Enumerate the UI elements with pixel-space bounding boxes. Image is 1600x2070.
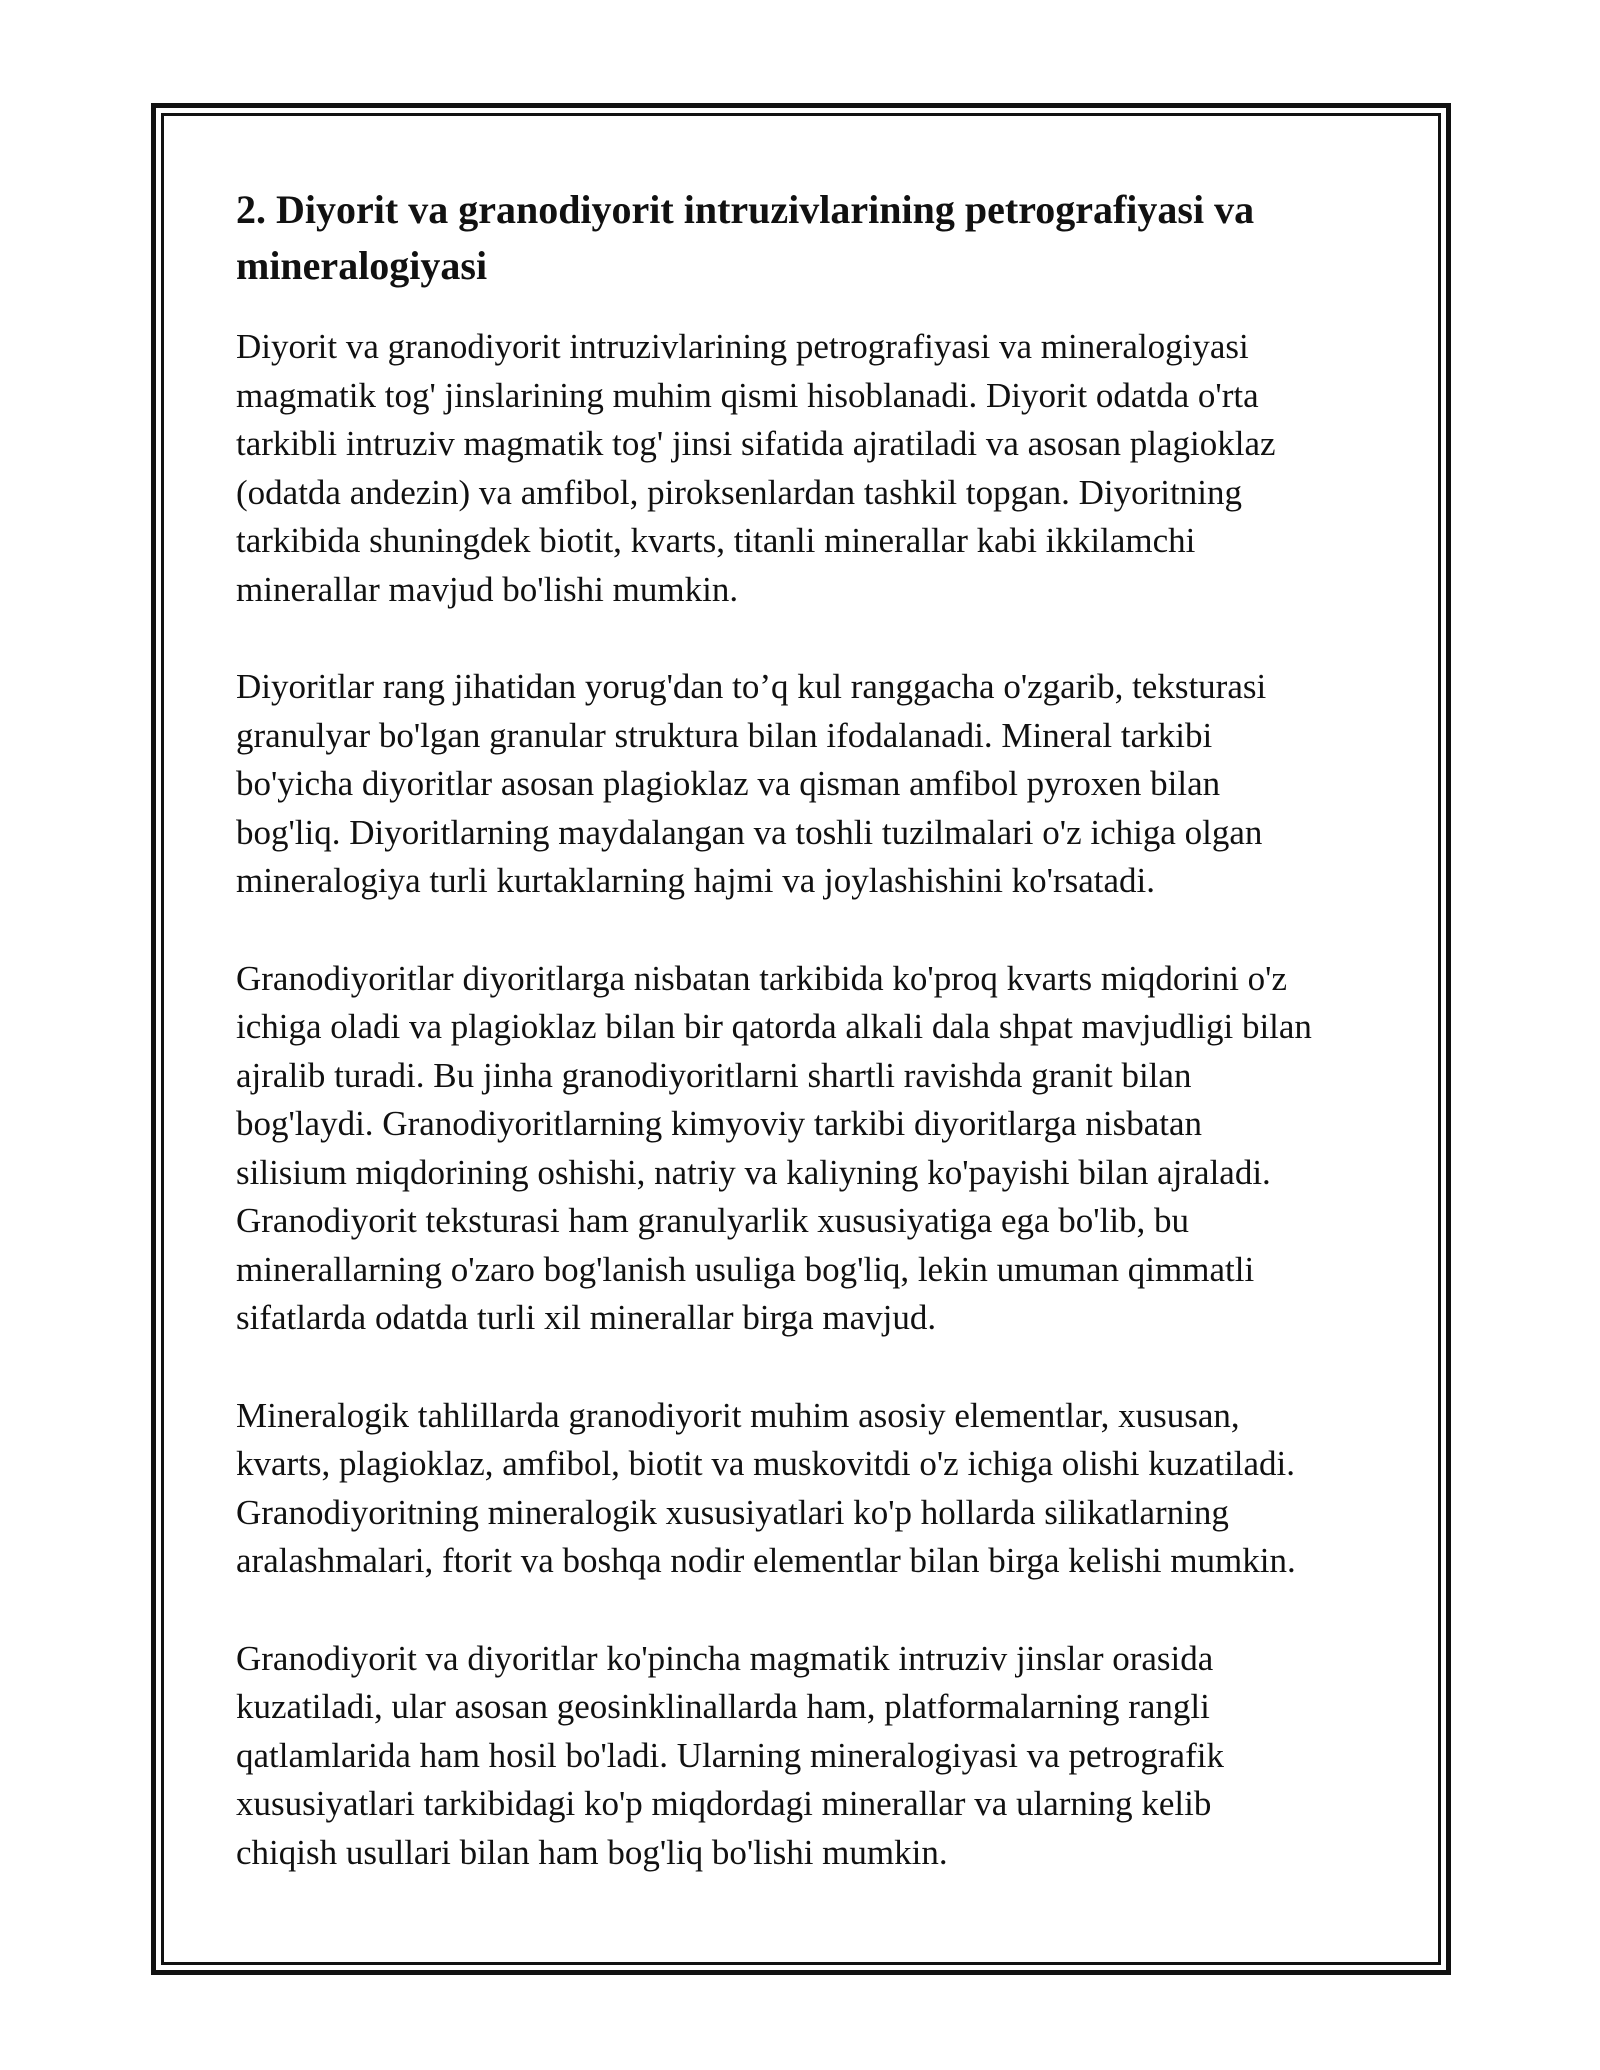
- text-line: minerallar mavjud bo'lishi mumkin.: [236, 569, 739, 609]
- paragraph-1: [236, 323, 1376, 614]
- section-heading: [236, 182, 1376, 294]
- text-line: bog'laydi. Granodiyoritlarning kimyoviy tarkibi diyoritlarga nisbatan: [236, 1104, 1203, 1143]
- text-line: ajralib turadi. Bu jinha granodiyoritlarni shartli ravishda granit bilan: [236, 1055, 1192, 1095]
- text-line: bog'liq. Diyoritlarning maydalangan va toshli tuzilmalari o'z ichiga olgan: [236, 812, 1263, 852]
- text-line: Granodiyoritning mineralogik xususiyatlari ko'p hollarda silikatlarning: [236, 1492, 1229, 1532]
- text-line: magmatik tog' jinslarining muhim qismi hisoblanadi. Diyorit odatda o'rta: [236, 375, 1259, 415]
- heading-line: 2. Diyorit va granodiyorit intruzivlarining petrografiyasi va: [236, 187, 1255, 232]
- text-line: silisium miqdorining oshishi, natriy va kaliyning ko'payishi bilan ajraladi.: [236, 1152, 1271, 1192]
- text-line: tarkibida shuningdek biotit, kvarts, titanli minerallar kabi ikkilamchi: [236, 521, 1196, 560]
- text-line: Granodiyorit va diyoritlar ko'pincha magmatik intruziv jinslar orasida: [236, 1638, 1214, 1678]
- paragraph-3: [236, 955, 1376, 1343]
- paragraph-2: [236, 663, 1376, 906]
- text-line: ichiga oladi va plagioklaz bilan bir qatorda alkali dala shpat mavjudligi bilan: [236, 1007, 1312, 1046]
- text-line: Diyorit va granodiyorit intruzivlarining petrografiyasi va mineralogiyasi: [236, 327, 1249, 366]
- text-line: xususiyatlari tarkibidagi ko'p miqdordagi minerallar va ularning kelib: [236, 1784, 1212, 1823]
- heading-line: mineralogiyasi: [236, 243, 488, 288]
- document-body: [236, 182, 1376, 1926]
- text-line: Granodiyorit teksturasi ham granulyarlik xususiyatiga ega bo'lib, bu: [236, 1201, 1190, 1240]
- text-line: aralashmalari, ftorit va boshqa nodir elementlar bilan birga kelishi mumkin.: [236, 1541, 1296, 1580]
- text-line: tarkibli intruziv magmatik tog' jinsi sifatida ajratiladi va asosan plagioklaz: [236, 424, 1276, 463]
- paragraph-4: [236, 1392, 1376, 1586]
- text-line: Mineralogik tahlillarda granodiyorit muhim asosiy elementlar, xususan,: [236, 1395, 1240, 1435]
- text-line: kvarts, plagioklaz, amfibol, biotit va muskovitdi o'z ichiga olishi kuzatiladi.: [236, 1444, 1296, 1483]
- text-line: kuzatiladi, ular asosan geosinklinallarda ham, platformalarning rangli: [236, 1687, 1210, 1726]
- paragraph-5: [236, 1635, 1376, 1878]
- text-line: bo'yicha diyoritlar asosan plagioklaz va qisman amfibol pyroxen bilan: [236, 764, 1221, 803]
- text-line: granulyar bo'lgan granular struktura bilan ifodalanadi. Mineral tarkibi: [236, 715, 1213, 755]
- text-line: qatlamlarida ham hosil bo'ladi. Ularning mineralogiyasi va petrografik: [236, 1735, 1224, 1775]
- text-line: sifatlarda odatda turli xil minerallar birga mavjud.: [236, 1298, 937, 1337]
- text-line: mineralogiya turli kurtaklarning hajmi va joylashishini ko'rsatadi.: [236, 861, 1156, 900]
- text-line: chiqish usullari bilan ham bog'liq bo'lishi mumkin.: [236, 1832, 948, 1872]
- text-line: Diyoritlar rang jihatidan yorug'dan to’q kul ranggacha o'zgarib, teksturasi: [236, 667, 1267, 706]
- text-line: (odatda andezin) va amfibol, piroksenlardan tashkil topgan. Diyoritning: [236, 472, 1242, 512]
- text-line: minerallarning o'zaro bog'lanish usuliga bog'liq, lekin umuman qimmatli: [236, 1249, 1255, 1289]
- text-line: Granodiyoritlar diyoritlarga nisbatan tarkibida ko'proq kvarts miqdorini o'z: [236, 958, 1288, 998]
